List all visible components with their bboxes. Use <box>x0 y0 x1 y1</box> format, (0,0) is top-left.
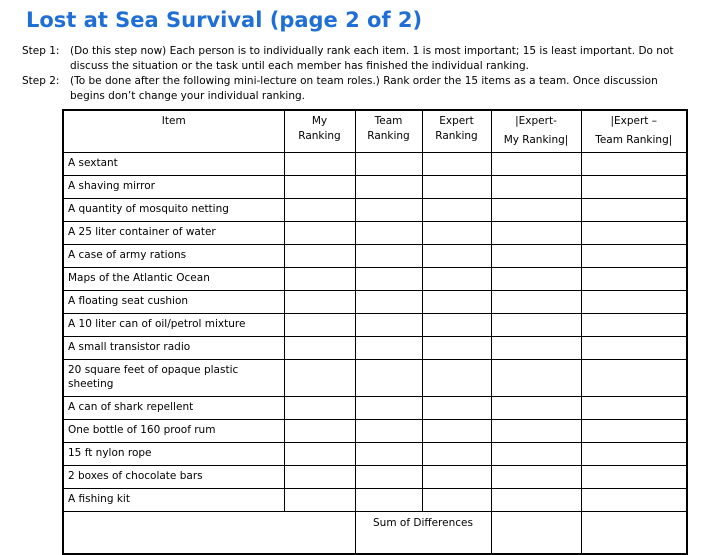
expert-my-diff-cell[interactable] <box>491 489 581 512</box>
expert-team-diff-cell[interactable] <box>581 176 687 199</box>
header-line: Ranking <box>435 130 478 142</box>
step-text: (To be done after the following mini-lecture on team roles.) Rank order the 15 items as a team. Once discussion begins don’t change your individual ranking. <box>70 75 658 102</box>
team-ranking-cell[interactable] <box>355 245 422 268</box>
table-row <box>63 176 687 199</box>
team-ranking-cell[interactable] <box>355 291 422 314</box>
expert-my-diff-cell[interactable] <box>491 314 581 337</box>
expert-ranking-cell[interactable] <box>422 176 491 199</box>
sum-spacer <box>63 512 284 555</box>
my-ranking-cell[interactable] <box>284 291 355 314</box>
team-ranking-cell[interactable] <box>355 489 422 512</box>
item-name: A shaving mirror <box>63 176 284 199</box>
expert-team-diff-cell[interactable] <box>581 466 687 489</box>
item-name: A small transistor radio <box>63 337 284 360</box>
expert-ranking-cell[interactable] <box>422 337 491 360</box>
sum-row <box>63 512 687 555</box>
table-row <box>63 199 687 222</box>
item-name: 2 boxes of chocolate bars <box>63 466 284 489</box>
expert-my-diff-cell[interactable] <box>491 153 581 176</box>
expert-team-diff-cell[interactable] <box>581 420 687 443</box>
item-name: A quantity of mosquito netting <box>63 199 284 222</box>
table-row <box>63 397 687 420</box>
table-row <box>63 245 687 268</box>
my-ranking-cell[interactable] <box>284 360 355 397</box>
ranking-table <box>62 109 688 555</box>
expert-ranking-cell[interactable] <box>422 314 491 337</box>
team-ranking-cell[interactable] <box>355 268 422 291</box>
table-row <box>63 420 687 443</box>
item-name: A fishing kit <box>63 489 284 512</box>
team-ranking-cell[interactable] <box>355 420 422 443</box>
expert-team-diff-cell[interactable] <box>581 245 687 268</box>
item-name: A floating seat cushion <box>63 291 284 314</box>
sum-expert-my-cell[interactable] <box>491 512 581 555</box>
step-label: Step 1: <box>22 45 60 57</box>
expert-ranking-cell[interactable] <box>422 443 491 466</box>
expert-my-diff-cell[interactable] <box>491 245 581 268</box>
my-ranking-cell[interactable] <box>284 199 355 222</box>
page-title: Lost at Sea Survival (page 2 of 2) <box>26 8 423 32</box>
expert-my-diff-cell[interactable] <box>491 397 581 420</box>
expert-my-diff-cell[interactable] <box>491 199 581 222</box>
table-row <box>63 222 687 245</box>
expert-team-diff-cell[interactable] <box>581 360 687 397</box>
header-line: |Expert- <box>515 115 557 127</box>
expert-team-diff-cell[interactable] <box>581 153 687 176</box>
expert-team-diff-cell[interactable] <box>581 291 687 314</box>
step-1 <box>22 44 694 74</box>
header-item: Item <box>63 110 284 153</box>
team-ranking-cell[interactable] <box>355 397 422 420</box>
expert-my-diff-cell[interactable] <box>491 337 581 360</box>
my-ranking-cell[interactable] <box>284 176 355 199</box>
table-row <box>63 153 687 176</box>
expert-team-diff-cell[interactable] <box>581 222 687 245</box>
expert-ranking-cell[interactable] <box>422 199 491 222</box>
team-ranking-cell[interactable] <box>355 314 422 337</box>
expert-team-diff-cell[interactable] <box>581 443 687 466</box>
header-line: Ranking <box>367 130 410 142</box>
expert-team-diff-cell[interactable] <box>581 199 687 222</box>
expert-ranking-cell[interactable] <box>422 153 491 176</box>
expert-team-diff-cell[interactable] <box>581 337 687 360</box>
table-row <box>63 268 687 291</box>
instructions <box>22 44 694 104</box>
expert-my-diff-cell[interactable] <box>491 291 581 314</box>
item-name: 20 square feet of opaque plastic sheeting <box>63 360 284 397</box>
header-line: |Expert – <box>610 115 658 127</box>
header-expert-team-diff <box>581 110 687 153</box>
my-ranking-cell[interactable] <box>284 337 355 360</box>
expert-my-diff-cell[interactable] <box>491 466 581 489</box>
header-expert-my-diff <box>491 110 581 153</box>
item-name: A 10 liter can of oil/petrol mixture <box>63 314 284 337</box>
team-ranking-cell[interactable] <box>355 199 422 222</box>
item-name: A sextant <box>63 153 284 176</box>
sum-spacer <box>284 512 355 555</box>
header-line: My Ranking| <box>503 134 569 146</box>
header-line: My <box>311 115 328 127</box>
expert-my-diff-cell[interactable] <box>491 443 581 466</box>
expert-team-diff-cell[interactable] <box>581 489 687 512</box>
team-ranking-cell[interactable] <box>355 153 422 176</box>
step-text: (Do this step now) Each person is to individually rank each item. 1 is most important; 15 is least important. Do not discuss the situation or the task until each member has finished the individual ranking. <box>70 45 674 72</box>
expert-ranking-cell[interactable] <box>422 222 491 245</box>
header-line: Team Ranking| <box>595 134 673 146</box>
table-row <box>63 314 687 337</box>
header-my-ranking <box>284 110 355 153</box>
sum-of-differences-label: Sum of Differences <box>355 512 491 555</box>
table-row <box>63 489 687 512</box>
item-name: One bottle of 160 proof rum <box>63 420 284 443</box>
my-ranking-cell[interactable] <box>284 420 355 443</box>
team-ranking-cell[interactable] <box>355 337 422 360</box>
expert-ranking-cell[interactable] <box>422 360 491 397</box>
expert-my-diff-cell[interactable] <box>491 176 581 199</box>
expert-ranking-cell[interactable] <box>422 489 491 512</box>
item-name: A case of army rations <box>63 245 284 268</box>
my-ranking-cell[interactable] <box>284 222 355 245</box>
team-ranking-cell[interactable] <box>355 360 422 397</box>
header-line: Expert <box>439 115 474 127</box>
header-expert-ranking <box>422 110 491 153</box>
item-name: A can of shark repellent <box>63 397 284 420</box>
step-label: Step 2: <box>22 75 60 87</box>
table-row <box>63 360 687 397</box>
table-row <box>63 443 687 466</box>
team-ranking-cell[interactable] <box>355 222 422 245</box>
item-name: Maps of the Atlantic Ocean <box>63 268 284 291</box>
expert-my-diff-cell[interactable] <box>491 420 581 443</box>
expert-ranking-cell[interactable] <box>422 397 491 420</box>
expert-ranking-cell[interactable] <box>422 291 491 314</box>
expert-ranking-cell[interactable] <box>422 268 491 291</box>
item-name: 15 ft nylon rope <box>63 443 284 466</box>
expert-team-diff-cell[interactable] <box>581 314 687 337</box>
my-ranking-cell[interactable] <box>284 153 355 176</box>
table-row <box>63 466 687 489</box>
expert-my-diff-cell[interactable] <box>491 268 581 291</box>
expert-team-diff-cell[interactable] <box>581 397 687 420</box>
expert-my-diff-cell[interactable] <box>491 360 581 397</box>
my-ranking-cell[interactable] <box>284 268 355 291</box>
item-name: A 25 liter container of water <box>63 222 284 245</box>
my-ranking-cell[interactable] <box>284 466 355 489</box>
my-ranking-cell[interactable] <box>284 314 355 337</box>
header-line: Ranking <box>298 130 341 142</box>
my-ranking-cell[interactable] <box>284 443 355 466</box>
expert-ranking-cell[interactable] <box>422 466 491 489</box>
team-ranking-cell[interactable] <box>355 443 422 466</box>
table-row <box>63 337 687 360</box>
step-2 <box>22 74 694 104</box>
my-ranking-cell[interactable] <box>284 397 355 420</box>
expert-team-diff-cell[interactable] <box>581 268 687 291</box>
team-ranking-cell[interactable] <box>355 466 422 489</box>
expert-my-diff-cell[interactable] <box>491 222 581 245</box>
table-row <box>63 291 687 314</box>
my-ranking-cell[interactable] <box>284 245 355 268</box>
sum-expert-team-cell[interactable] <box>581 512 687 555</box>
my-ranking-cell[interactable] <box>284 489 355 512</box>
expert-ranking-cell[interactable] <box>422 245 491 268</box>
expert-ranking-cell[interactable] <box>422 420 491 443</box>
header-line: Team <box>374 115 403 127</box>
team-ranking-cell[interactable] <box>355 176 422 199</box>
header-row <box>63 110 687 153</box>
header-team-ranking <box>355 110 422 153</box>
